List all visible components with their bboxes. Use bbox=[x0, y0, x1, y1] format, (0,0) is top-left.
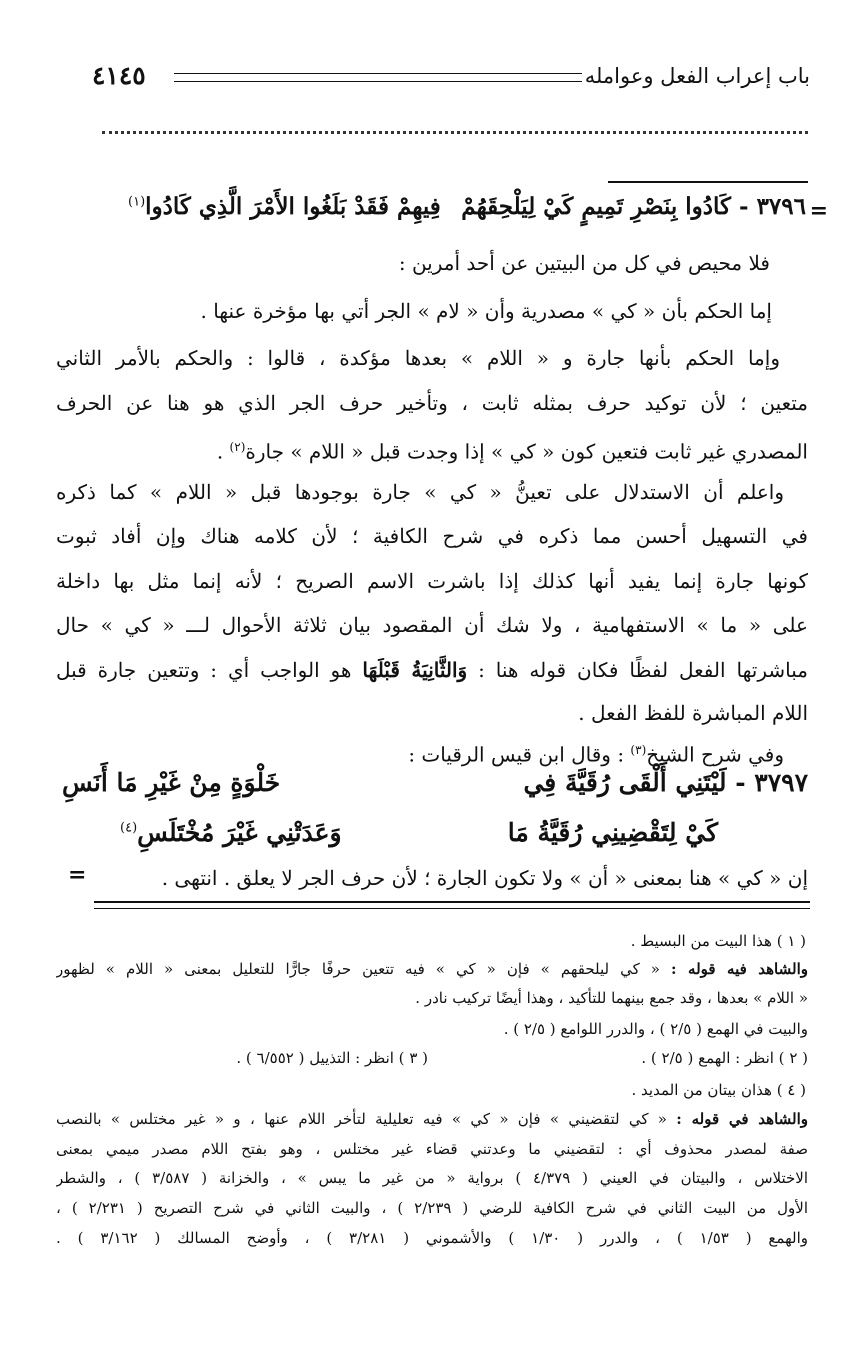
text-line: مباشرتها الفعل لفظًا فكان قوله هنا : وَالثَّانِيَةُ قَبْلَهَا هو الواجب أي : وتتعين جارة قبل bbox=[56, 658, 808, 682]
text-line: على « ما » الاستفهامية ، ولا شك أن المقصود بيان ثلاثة الأحوال لـــ « كي » حال bbox=[56, 613, 808, 637]
verse-3797-line-1b: خَلْوَةٍ مِنْ غَيْرِ مَا أَنَسِ bbox=[62, 768, 281, 797]
chapter-title: باب إعراب الفعل وعوامله bbox=[584, 64, 810, 88]
verse-3797-line-2b: وَعَدَتْنِي غَيْرَ مُخْتَلَسِ$^{(٤)}$ bbox=[120, 818, 342, 847]
footnote-3: ( ٣ ) انظر : التذييل ( ٦/٥٥٢ ) . bbox=[236, 1049, 428, 1067]
text-line: فلا محيص في كل من البيتين عن أحد أمرين : bbox=[398, 251, 770, 275]
footnote-line: « اللام » بعدها ، وقد جمع بينهما للتأكيد ، وهذا أيضًا تركيب نادر . bbox=[415, 989, 808, 1007]
footnote-2: ( ٢ ) انظر : الهمع ( ٢/٥ ) . bbox=[641, 1049, 808, 1067]
page-number: ٤١٤٥ bbox=[92, 61, 146, 90]
text-line: في التسهيل أحسن مما ذكره في شرح الكافية ؛ لأن كلامه هناك وإن أفاد ثبوت bbox=[56, 524, 808, 548]
footnote-line: الأول من البيت الثاني في شرح الكافية للرضي ( ٢/٢٣٩ ) ، والبيت الثاني في شرح التصريح ( ٢/٢٣١ ) ، bbox=[56, 1199, 808, 1217]
text-line: المصدري غير ثابت فتعين كون « كي » إذا وجدت قبل « اللام » جارة$^{(٢)}$ . bbox=[216, 439, 808, 464]
text-line: واعلم أن الاستدلال على تعينُّ « كي » جارة بوجودها قبل « اللام » كما ذكره bbox=[56, 480, 784, 504]
text-line: متعين ؛ لأن توكيد حرف بمثله ثابت ، وتأخير حرف الجر الذي هو هنا عن الحرف bbox=[56, 391, 808, 415]
footnote-rule bbox=[94, 901, 810, 903]
footnote-line: صفة لمصدر محذوف أي : لتقضيني ما وعدتني قضاء غير مختلس ، وهو بفتح اللام مصدر ميمي بمعنى bbox=[56, 1140, 808, 1158]
footnote-line: ( ٤ ) هذان بيتان من المديد . bbox=[631, 1081, 806, 1099]
verse-number: ٣٧٩٧ - bbox=[735, 768, 808, 797]
text-line: اللام المباشرة للفظ الفعل . bbox=[578, 701, 808, 725]
footnote-ref: (١) bbox=[128, 194, 146, 210]
text-line: كونها جارة إنما يفيد أنها كذلك إذا باشرت الاسم الصريح ؛ لأنه إنما مثل بها داخلة bbox=[56, 569, 808, 593]
footnote-line: والشاهد في قوله : « كي لتقضيني » فإن « كي » فيه تعليلية لتأخر اللام عنها ، و « غير مختلس » بالنصب bbox=[56, 1110, 808, 1128]
text-line: إما الحكم بأن « كي » مصدرية وأن « لام » الجر أتي بها مؤخرة عنها . bbox=[200, 299, 772, 323]
continuation-mark: = bbox=[809, 198, 828, 224]
running-header bbox=[92, 60, 810, 96]
footnote-line: ( ١ ) هذا البيت من البسيط . bbox=[630, 932, 806, 950]
verse-top-rule bbox=[608, 181, 808, 183]
footnote-line bbox=[56, 1045, 808, 1071]
footnote-rule-thin bbox=[94, 908, 810, 909]
footnote-line: والهمع ( ١/٥٣ ) ، والدرر ( ١/٣٠ ) والأشموني ( ٣/٢٨١ ) ، وأوضح المسالك ( ٣/١٦٢ ) . bbox=[56, 1229, 808, 1247]
footnote-ref: (٣) bbox=[630, 743, 647, 757]
footnote-line: الاختلاس ، والبيتان في العيني ( ٤/٣٧٩ ) برواية « من غير ما يبس » ، والخزانة ( ٣/٥٨٧ ) ، والشطر bbox=[56, 1169, 808, 1187]
footnote-line: والبيت في الهمع ( ٢/٥ ) ، والدرر اللوامع ( ٢/٥ ) . bbox=[503, 1020, 808, 1038]
footnote-ref: (٤) bbox=[120, 820, 138, 836]
verse-3796-hemistich-1: ٣٧٩٦ - كَادُوا بِنَصْرِ تَمِيمٍ كَيْ لِيَلْحِقَهُمْ bbox=[461, 193, 806, 220]
dotted-separator bbox=[102, 131, 808, 134]
quoted-phrase: وَالثَّانِيَةُ قَبْلَهَا bbox=[362, 658, 468, 682]
text-line: إن « كي » هنا بمعنى « أن » ولا تكون الجارة ؛ لأن حرف الجر لا يعلق . انتهى . bbox=[161, 866, 808, 890]
verse-3797-line-2a: كَيْ لِتَقْضِينِي رُقَيَّةُ مَا bbox=[507, 818, 718, 847]
verse-3796-hemistich-2: فِيهِمْ فَقَدْ بَلَغُوا الأَمْرَ الَّذِي كَادُوا$^{(١)}$ bbox=[128, 193, 441, 220]
text-line: وإما الحكم بأنها جارة و « اللام » بعدها مؤكدة ، قالوا : والحكم بالأمر الثاني bbox=[56, 346, 780, 370]
continuation-mark: = bbox=[68, 862, 87, 888]
footnote-line: والشاهد فيه قوله : « كي ليلحقهم » فإن « كي » فيه تتعين حرفًا جارًّا للتعليل بمعنى « اللام » لظهور bbox=[56, 960, 808, 978]
footnote-ref: (٢) bbox=[229, 440, 246, 454]
verse-3797-line-1a: ٣٧٩٧ - لَيْتَنِي أَلْقَى رُقَيَّةَ فِي bbox=[523, 768, 808, 797]
header-double-rule bbox=[174, 73, 582, 82]
text-line: وفي شرح الشيخ$^{(٣)}$ : وقال ابن قيس الرقيات : bbox=[408, 742, 784, 767]
verse-number: ٣٧٩٦ - bbox=[739, 193, 806, 220]
